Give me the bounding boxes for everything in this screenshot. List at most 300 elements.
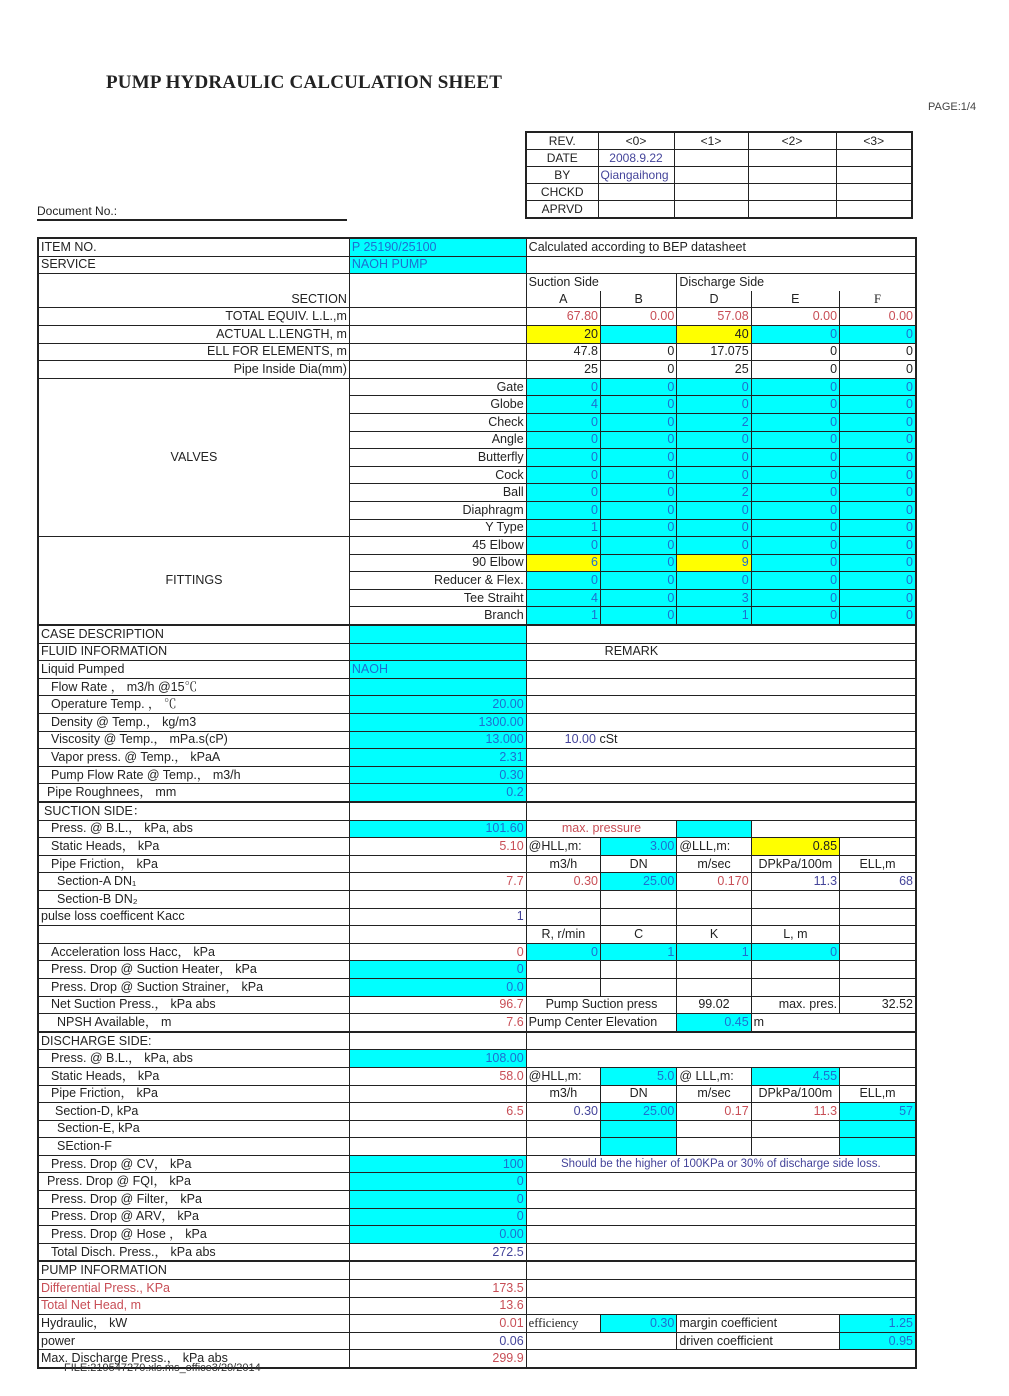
empty-cell xyxy=(677,978,751,996)
rev-cell[interactable] xyxy=(836,150,912,167)
empty-cell xyxy=(751,978,839,996)
valve-count[interactable]: 0 xyxy=(751,449,839,467)
valve-count[interactable]: 0 xyxy=(751,378,839,396)
remark-cell[interactable] xyxy=(526,714,916,732)
item-no-note: Calculated according to BEP datasheet xyxy=(526,238,916,256)
empty-cell xyxy=(349,274,526,308)
column-d-header: D xyxy=(677,291,751,308)
case-description-label: CASE DESCRIPTION xyxy=(38,625,349,643)
ell-input[interactable] xyxy=(840,1120,916,1138)
valve-count[interactable]: 0 xyxy=(677,431,751,449)
valve-count[interactable]: 0 xyxy=(751,413,839,431)
empty-cell xyxy=(526,256,916,274)
friction-header: m/sec xyxy=(677,855,751,873)
empty-cell xyxy=(349,802,526,820)
valve-count[interactable]: 0 xyxy=(526,484,600,502)
service-label: SERVICE xyxy=(38,256,349,274)
static-heads-value: 58.0 xyxy=(349,1067,526,1085)
case-description-row xyxy=(38,625,916,643)
empty-cell xyxy=(349,1032,526,1050)
fitting-label: Branch xyxy=(349,607,526,625)
friction-cell: 0.170 xyxy=(677,873,751,891)
empty-cell xyxy=(751,908,839,926)
remark-cell[interactable] xyxy=(526,696,916,714)
rev-header: REV. xyxy=(526,132,598,150)
fluid-information-label: FLUID INFORMATION xyxy=(38,643,349,661)
row-label: Press. Drop @ CV， kPa xyxy=(38,1155,349,1173)
empty-cell xyxy=(526,1138,600,1156)
friction-header: DN xyxy=(601,1085,677,1103)
fluid-row xyxy=(38,696,916,714)
suction-friction-row xyxy=(38,855,916,873)
pump-center-label: Pump Center Elevation xyxy=(526,1014,677,1032)
valve-count[interactable]: 0 xyxy=(677,519,751,537)
fqi-row xyxy=(38,1173,916,1191)
remark-cell[interactable] xyxy=(526,766,916,784)
valve-count[interactable]: 4 xyxy=(526,396,600,414)
fitting-label: Tee Straiht xyxy=(349,589,526,607)
fitting-count[interactable]: 0 xyxy=(601,554,677,572)
fitting-count[interactable]: 0 xyxy=(751,554,839,572)
valve-row xyxy=(38,378,916,396)
fluid-label: Viscosity @ Temp.， mPa.s(cP) xyxy=(38,731,349,749)
valve-count[interactable]: 1 xyxy=(526,519,600,537)
valve-count[interactable]: 0 xyxy=(526,378,600,396)
acc-input[interactable]: 0 xyxy=(526,943,600,961)
fluid-row xyxy=(38,749,916,767)
remark-cell[interactable] xyxy=(526,749,916,767)
fitting-count[interactable]: 0 xyxy=(677,572,751,590)
row-label: Hydraulic， kW xyxy=(38,1315,349,1333)
rev-1-header: <1> xyxy=(674,132,748,150)
arv-input[interactable]: 0 xyxy=(349,1208,526,1226)
empty-cell xyxy=(526,1191,916,1209)
fitting-label: 45 Elbow xyxy=(349,537,526,555)
rev-cell[interactable] xyxy=(674,167,748,184)
fitting-count[interactable]: 0 xyxy=(751,572,839,590)
valve-count[interactable]: 0 xyxy=(751,466,839,484)
empty-cell xyxy=(677,1138,751,1156)
valve-count[interactable]: 2 xyxy=(677,413,751,431)
row-label: Press. Drop @ ARV， kPa xyxy=(38,1208,349,1226)
rev-cell[interactable] xyxy=(674,201,748,219)
row-label: pulse loss coefficent Kacc xyxy=(38,908,349,926)
dn-input[interactable] xyxy=(601,1138,677,1156)
rev-row-label: BY xyxy=(526,167,598,184)
fluid-label: Pump Flow Rate @ Temp.， m3/h xyxy=(38,766,349,784)
acc-input[interactable]: 1 xyxy=(677,943,751,961)
fitting-count[interactable]: 0 xyxy=(751,607,839,625)
acc-header: R, r/min xyxy=(526,926,600,944)
input-cell[interactable]: 0 xyxy=(840,325,916,343)
remark-cell[interactable] xyxy=(526,678,916,696)
value-cell: 0 xyxy=(601,361,677,379)
row-label: Total Net Head, m xyxy=(38,1297,349,1315)
row-label: Section-A DN₁ xyxy=(38,873,349,891)
fluid-information-input[interactable] xyxy=(349,643,526,661)
fitting-count[interactable]: 4 xyxy=(526,589,600,607)
diff-press-value: 173.5 xyxy=(349,1280,526,1298)
friction-header: ELL,m xyxy=(840,855,916,873)
viscosity-input[interactable]: 13.000 xyxy=(349,731,526,749)
valve-label: Y Type xyxy=(349,519,526,537)
fluid-information-row xyxy=(38,643,916,661)
empty-cell xyxy=(677,961,751,979)
discharge-press-input[interactable]: 108.00 xyxy=(349,1050,526,1068)
rev-cell[interactable]: Qiangaihong xyxy=(598,167,674,184)
section-b-row xyxy=(38,890,916,908)
valve-count[interactable]: 0 xyxy=(840,466,916,484)
max-pressure-input[interactable] xyxy=(677,820,751,838)
value-cell: 0 xyxy=(751,361,839,379)
fitting-count[interactable]: 0 xyxy=(601,572,677,590)
row-label: Acceleration loss Hacc， kPa xyxy=(38,943,349,961)
row-label: SEction-F xyxy=(38,1138,349,1156)
empty-cell xyxy=(349,361,526,379)
discharge-heading-row xyxy=(38,1032,916,1050)
rev-row-label: CHCKD xyxy=(526,184,598,201)
hll-label: @HLL,m: xyxy=(526,838,600,856)
page-title: PUMP HYDRAULIC CALCULATION SHEET xyxy=(106,72,503,93)
fitting-count[interactable]: 0 xyxy=(526,572,600,590)
pump-center-unit: m xyxy=(751,1014,916,1032)
remark-cell[interactable] xyxy=(526,784,916,802)
efficiency-input[interactable]: 0.30 xyxy=(601,1315,677,1333)
rev-cell[interactable]: 2008.9.22 xyxy=(598,150,674,167)
empty-cell xyxy=(526,1280,916,1298)
value-cell: 57.08 xyxy=(677,308,751,326)
power-row xyxy=(38,1332,916,1350)
empty-cell xyxy=(349,926,526,944)
revision-row-approved xyxy=(526,201,912,219)
valve-count[interactable]: 0 xyxy=(840,413,916,431)
fitting-count[interactable]: 6 xyxy=(526,554,600,572)
empty-cell xyxy=(349,343,526,361)
margin-input[interactable]: 1.25 xyxy=(840,1315,916,1333)
valve-count[interactable]: 0 xyxy=(526,466,600,484)
valve-count[interactable]: 0 xyxy=(526,449,600,467)
valve-count[interactable]: 0 xyxy=(601,449,677,467)
remark-header: REMARK xyxy=(526,643,916,661)
row-label: Press. Drop @ Suction Heater， kPa xyxy=(38,961,349,979)
vapor-pressure-input[interactable]: 2.31 xyxy=(349,749,526,767)
valve-count[interactable]: 0 xyxy=(601,501,677,519)
row-label: Total Disch. Press.， kPa abs xyxy=(38,1243,349,1261)
fitting-count[interactable]: 3 xyxy=(677,589,751,607)
viscosity-cst-value: 10.00 xyxy=(564,732,596,747)
hose-row xyxy=(38,1226,916,1244)
row-label: Pipe Friction， kPa xyxy=(38,855,349,873)
hll-input[interactable]: 5.0 xyxy=(601,1067,677,1085)
valve-label: Butterfly xyxy=(349,449,526,467)
density-input[interactable]: 1300.00 xyxy=(349,714,526,732)
fitting-count[interactable]: 0 xyxy=(840,537,916,555)
fluid-label: Liquid Pumped xyxy=(38,661,349,679)
margin-label: margin coefficient xyxy=(677,1315,840,1333)
hydraulic-value: 0.01 xyxy=(349,1315,526,1333)
fitting-count[interactable]: 0 xyxy=(601,537,677,555)
value-cell: 0 xyxy=(840,361,916,379)
row-label: Net Suction Press.， kPa abs xyxy=(38,996,349,1014)
empty-cell xyxy=(526,978,600,996)
valve-count[interactable]: 0 xyxy=(840,396,916,414)
empty-cell xyxy=(526,908,600,926)
row-label: Max. Discharge Press.， kPa abs xyxy=(38,1350,349,1368)
column-a-header: A xyxy=(526,291,600,308)
fitting-count[interactable]: 1 xyxy=(526,607,600,625)
empty-cell xyxy=(349,325,526,343)
valve-count[interactable]: 0 xyxy=(751,431,839,449)
valve-count[interactable]: 0 xyxy=(677,449,751,467)
section-a-value: 7.7 xyxy=(349,873,526,891)
valve-count[interactable]: 0 xyxy=(601,466,677,484)
rev-cell[interactable] xyxy=(674,184,748,201)
valve-count[interactable]: 0 xyxy=(840,519,916,537)
document-number-label: Document No.: xyxy=(37,204,118,218)
row-label: Static Heads， kPa xyxy=(38,1067,349,1085)
fitting-count[interactable]: 9 xyxy=(677,554,751,572)
empty-cell xyxy=(751,890,839,908)
rev-cell[interactable] xyxy=(748,150,836,167)
empty-cell xyxy=(526,1297,916,1315)
row-label: Section-B DN₂ xyxy=(38,890,349,908)
flow-rate-input[interactable] xyxy=(349,678,526,696)
valve-count[interactable]: 0 xyxy=(677,378,751,396)
cv-row xyxy=(38,1155,916,1173)
file-footer: FILE:219547270.xls.ms_office3/29/2014 xyxy=(64,1362,261,1374)
section-a-row xyxy=(38,873,916,891)
friction-cell: 0.30 xyxy=(526,1103,600,1121)
empty-cell xyxy=(751,1120,839,1138)
valve-count[interactable]: 0 xyxy=(840,431,916,449)
net-suction-value: 96.7 xyxy=(349,996,526,1014)
row-label: Static Heads， kPa xyxy=(38,838,349,856)
valve-count[interactable]: 0 xyxy=(601,431,677,449)
filter-input[interactable]: 0 xyxy=(349,1191,526,1209)
pump-center-input[interactable]: 0.45 xyxy=(677,1014,751,1032)
fluid-row xyxy=(38,678,916,696)
suction-side-heading: SUCTION SIDE： xyxy=(38,802,349,820)
valve-count[interactable]: 0 xyxy=(677,396,751,414)
ell-input[interactable] xyxy=(840,1138,916,1156)
fitting-count[interactable]: 0 xyxy=(751,537,839,555)
cv-input[interactable]: 100 xyxy=(349,1155,526,1173)
roughness-input[interactable]: 0.2 xyxy=(349,784,526,802)
friction-cell: 0.30 xyxy=(526,873,600,891)
valve-label: Check xyxy=(349,413,526,431)
friction-cell[interactable]: 57 xyxy=(840,1103,916,1121)
rev-row-label: APRVD xyxy=(526,201,598,219)
fitting-count[interactable]: 0 xyxy=(601,607,677,625)
hll-input[interactable]: 3.00 xyxy=(601,838,677,856)
valve-count[interactable]: 0 xyxy=(677,501,751,519)
heater-input[interactable]: 0 xyxy=(349,961,526,979)
empty-cell xyxy=(526,625,916,643)
value-cell: 0.00 xyxy=(751,308,839,326)
valve-count[interactable]: 0 xyxy=(526,413,600,431)
row-label: TOTAL EQUIV. L.L.,m xyxy=(38,308,349,326)
rev-cell[interactable] xyxy=(674,150,748,167)
section-d-value: 6.5 xyxy=(349,1103,526,1121)
fluid-row xyxy=(38,714,916,732)
friction-header: DN xyxy=(601,855,677,873)
fitting-count[interactable]: 0 xyxy=(840,554,916,572)
strainer-input[interactable]: 0.0 xyxy=(349,978,526,996)
valve-count[interactable]: 0 xyxy=(840,501,916,519)
row-label: ELL FOR ELEMENTS, m xyxy=(38,343,349,361)
rev-cell[interactable] xyxy=(748,184,836,201)
input-cell[interactable]: 20 xyxy=(526,325,600,343)
row-label: Pipe Friction， kPa xyxy=(38,1085,349,1103)
empty-cell xyxy=(840,943,916,961)
fitting-count[interactable]: 0 xyxy=(840,572,916,590)
efficiency-label: efficiency xyxy=(526,1315,600,1333)
filter-row xyxy=(38,1191,916,1209)
empty-cell xyxy=(349,890,526,908)
valve-count[interactable]: 0 xyxy=(751,501,839,519)
npsh-value: 7.6 xyxy=(349,1014,526,1032)
case-description-input[interactable] xyxy=(349,625,526,643)
valve-label: Diaphragm xyxy=(349,501,526,519)
item-no-value[interactable]: P 25190/25100 xyxy=(349,238,526,256)
friction-cell[interactable]: 25.00 xyxy=(601,873,677,891)
npsh-row xyxy=(38,1014,916,1032)
service-value[interactable]: NAOH PUMP xyxy=(349,256,526,274)
valve-count[interactable]: 0 xyxy=(840,378,916,396)
empty-cell xyxy=(840,908,916,926)
fitting-count[interactable]: 1 xyxy=(677,607,751,625)
valve-count[interactable]: 0 xyxy=(677,466,751,484)
column-e-header: E xyxy=(751,291,839,308)
rev-cell[interactable] xyxy=(836,184,912,201)
valve-count[interactable]: 0 xyxy=(751,396,839,414)
empty-cell xyxy=(526,1173,916,1191)
lll-input[interactable]: 0.85 xyxy=(751,838,839,856)
kacc-value: 1 xyxy=(349,908,526,926)
valve-label: Angle xyxy=(349,431,526,449)
temperature-input[interactable]: 20.00 xyxy=(349,696,526,714)
input-cell[interactable]: 40 xyxy=(677,325,751,343)
empty-cell xyxy=(526,961,600,979)
fluid-row xyxy=(38,731,916,749)
row-label: Press. Drop @ Suction Strainer， kPa xyxy=(38,978,349,996)
empty-cell xyxy=(38,926,349,944)
item-no-row xyxy=(38,238,916,256)
valve-count[interactable]: 0 xyxy=(601,519,677,537)
revision-row-date xyxy=(526,150,912,167)
fqi-input[interactable]: 0 xyxy=(349,1173,526,1191)
valve-count[interactable]: 0 xyxy=(526,431,600,449)
suction-press-input[interactable]: 101.60 xyxy=(349,820,526,838)
discharge-side-heading: DISCHARGE SIDE: xyxy=(38,1032,349,1050)
fitting-count[interactable]: 0 xyxy=(840,589,916,607)
valve-count[interactable]: 0 xyxy=(526,501,600,519)
acc-input[interactable]: 1 xyxy=(601,943,677,961)
value-cell: 0.00 xyxy=(840,308,916,326)
empty-cell xyxy=(526,1120,600,1138)
pump-flow-input[interactable]: 0.30 xyxy=(349,766,526,784)
valve-count[interactable]: 0 xyxy=(601,413,677,431)
row-label: NPSH Available， m xyxy=(38,1014,349,1032)
driven-input[interactable]: 0.95 xyxy=(840,1332,916,1350)
friction-header: m/sec xyxy=(677,1085,751,1103)
valve-count[interactable]: 0 xyxy=(601,378,677,396)
friction-cell[interactable]: 25.00 xyxy=(601,1103,677,1121)
valve-count[interactable]: 2 xyxy=(677,484,751,502)
empty-cell xyxy=(677,1120,751,1138)
rev-cell[interactable] xyxy=(748,201,836,219)
liquid-pumped-input[interactable]: NAOH xyxy=(349,661,526,679)
rev-cell[interactable] xyxy=(598,201,674,219)
remark-cell[interactable] xyxy=(526,731,916,749)
valve-count[interactable]: 0 xyxy=(751,519,839,537)
valve-count[interactable]: 0 xyxy=(840,449,916,467)
dn-input[interactable] xyxy=(601,1120,677,1138)
empty-cell xyxy=(677,908,751,926)
friction-header: DPkPa/100m xyxy=(751,855,839,873)
empty-cell xyxy=(526,1243,916,1261)
input-cell[interactable]: 0 xyxy=(751,325,839,343)
max-pres-label: max. pres. xyxy=(751,996,839,1014)
fitting-count[interactable]: 0 xyxy=(677,537,751,555)
valve-count[interactable]: 0 xyxy=(601,396,677,414)
friction-cell: 11.3 xyxy=(751,1103,839,1121)
rev-cell[interactable] xyxy=(836,167,912,184)
row-label: Press. Drop @ FQI， kPa xyxy=(38,1173,349,1191)
input-cell[interactable] xyxy=(601,325,677,343)
rev-cell[interactable] xyxy=(748,167,836,184)
acc-input[interactable]: 0 xyxy=(751,943,839,961)
empty-cell xyxy=(526,1350,916,1368)
fitting-count[interactable]: 0 xyxy=(840,607,916,625)
fitting-count[interactable]: 0 xyxy=(526,537,600,555)
valve-count[interactable]: 0 xyxy=(840,484,916,502)
row-label: ACTUAL L.LENGTH, m xyxy=(38,325,349,343)
rev-cell[interactable] xyxy=(836,201,912,219)
page-number: PAGE:1/4 xyxy=(928,101,977,113)
hose-input[interactable]: 0.00 xyxy=(349,1226,526,1244)
fluid-label: Flow Rate ， m3/h @15℃ xyxy=(38,678,349,696)
section-f-row xyxy=(38,1138,916,1156)
valve-count[interactable]: 0 xyxy=(751,484,839,502)
document-number-field[interactable] xyxy=(37,204,347,221)
empty-cell xyxy=(601,890,677,908)
ell-elements-row xyxy=(38,343,916,361)
lll-input[interactable]: 4.55 xyxy=(751,1067,839,1085)
heater-row xyxy=(38,961,916,979)
rev-cell[interactable] xyxy=(598,184,674,201)
empty-cell xyxy=(526,1050,916,1068)
fluid-label: Vapor press. @ Temp.， kPaA xyxy=(38,749,349,767)
valve-label: Gate xyxy=(349,378,526,396)
valves-group-label: VALVES xyxy=(38,378,349,536)
pump-info-heading-row xyxy=(38,1261,916,1279)
fluid-label: Density @ Temp.， kg/m3 xyxy=(38,714,349,732)
fitting-count[interactable]: 0 xyxy=(751,589,839,607)
valve-count[interactable]: 0 xyxy=(601,484,677,502)
remark-cell[interactable] xyxy=(526,661,916,679)
value-cell: 0 xyxy=(840,343,916,361)
discharge-static-row xyxy=(38,1067,916,1085)
hydraulic-table xyxy=(37,237,917,1369)
net-head-row xyxy=(38,1297,916,1315)
row-label: Press. @ B.L.， kPa, abs xyxy=(38,1050,349,1068)
rev-2-header: <2> xyxy=(748,132,836,150)
viscosity-cst-unit: cSt xyxy=(599,732,618,747)
value-cell: 67.80 xyxy=(526,308,600,326)
friction-cell: 68 xyxy=(840,873,916,891)
fitting-count[interactable]: 0 xyxy=(601,589,677,607)
